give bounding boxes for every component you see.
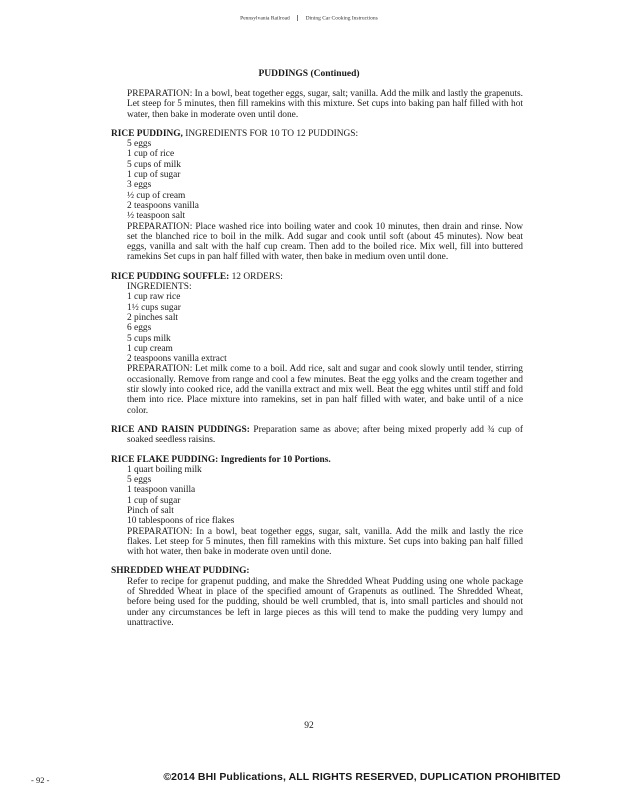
ingredient-item: Pinch of salt	[127, 505, 174, 516]
page-title: PUDDINGS (Continued)	[258, 69, 360, 79]
copyright-notice: ©2014 BHI Publications, ALL RIGHTS RESERVED, DUPLICATION PROHIBITED	[163, 771, 561, 783]
rice-raisin-text: Preparation same as above; after being mixed properly add ¾ cup of soaked seedless raisins.	[127, 424, 523, 446]
ingredient-item: 1 cup of sugar	[127, 495, 181, 506]
rice-pudding-ingredients	[111, 139, 523, 263]
ingredient-item: 2 pinches salt	[127, 312, 179, 323]
ingredient-item: ½ cup of cream	[127, 190, 186, 201]
rice-pudding-souffle-title: RICE PUDDING SOUFFLE:	[111, 271, 230, 282]
rice-pudding-subtitle: INGREDIENTS FOR 10 TO 12 PUDDINGS:	[182, 128, 359, 139]
shredded-wheat-title: SHREDDED WHEAT PUDDING:	[111, 566, 250, 577]
rice-raisin-title: RICE AND RAISIN PUDDINGS:	[111, 424, 250, 435]
rice-pudding-souffle-ingredients	[111, 282, 523, 416]
rice-flake-heading	[111, 455, 523, 465]
running-head-separator	[297, 15, 298, 21]
rice-pudding-souffle-heading	[111, 272, 523, 282]
ingredient-item: 5 eggs	[127, 139, 152, 150]
ingredient-item: 6 eggs	[127, 323, 152, 334]
intro-preparation: PREPARATION: In a bowl, beat together eggs, sugar, salt; vanilla. Add the milk and lastly the grapenuts. Let steep for 5 minutes, then fill ramekins with this mixture. Set cups into baking pan half filled with hot water, then bake in moderate oven until done.	[127, 89, 523, 120]
ingredient-item: 2 teaspoons vanilla	[127, 200, 199, 211]
ingredient-item: 1 teaspoon vanilla	[127, 485, 196, 496]
ingredients-label: INGREDIENTS:	[127, 282, 192, 293]
rice-pudding-title: RICE PUDDING,	[111, 128, 183, 139]
ingredient-item: 1 cup cream	[127, 343, 173, 354]
running-head	[0, 15, 618, 21]
ingredient-item: 1 cup of rice	[127, 149, 175, 160]
ingredient-item: 5 eggs	[127, 475, 152, 486]
page-content	[111, 89, 523, 628]
running-head-right: Dining Car Cooking Instructions	[305, 15, 378, 22]
ingredient-item: 1 cup of sugar	[127, 170, 181, 181]
ingredient-item: 1 cup raw rice	[127, 292, 181, 303]
ingredient-item: 2 teaspoons vanilla extract	[127, 354, 227, 365]
rice-raisin-paragraph	[111, 425, 523, 446]
shredded-wheat-text: Refer to recipe for grapenut pudding, and make the Shredded Wheat Pudding using one whole package of Shredded Wheat in place of the specified amount of Grapenuts as outlined. The Shredded Wheat, before being used for the pudding, should be well crumbled, that is, into small particles and should not under any circumstances be left in large pieces as this will tend to make the pudding very lumpy and unattractive.	[127, 576, 523, 628]
rice-flake-preparation: PREPARATION: In a bowl, beat together eggs, sugar, salt, vanilla. Add the milk and lastly the rice flakes. Let steep for 5 minutes, then fill ramekins with this mixture. Set cups into baking pan half filled with hot water, then bake in moderate oven until done.	[127, 526, 523, 558]
ingredient-item: 5 cups milk	[127, 333, 171, 344]
ingredient-item: 1½ cups sugar	[127, 302, 181, 313]
shredded-wheat-heading	[111, 566, 523, 576]
page-number: 92	[304, 721, 314, 731]
ingredient-item: 1 quart boiling milk	[127, 464, 202, 475]
ingredient-item: 10 tablespoons of rice flakes	[127, 516, 235, 527]
rice-flake-title: RICE FLAKE PUDDING: Ingredients for 10 Portions.	[111, 454, 331, 465]
rice-pudding-heading	[111, 129, 523, 139]
ingredient-item: 3 eggs	[127, 180, 152, 191]
side-page-number: - 92 -	[31, 775, 50, 785]
rice-pudding-souffle-subtitle: 12 ORDERS:	[229, 271, 283, 282]
ingredient-item: ½ teaspoon salt	[127, 211, 186, 222]
rice-flake-ingredients	[111, 465, 523, 558]
running-head-left: Pennsylvania Railroad	[240, 15, 290, 22]
rice-pudding-souffle-preparation: PREPARATION: Let milk come to a boil. Add rice, salt and sugar and cook slowly until tender, stirring occasionally. Remove from range and cool a few minutes. Beat the egg yolks and the cream together and stir slowly into cooked rice, add the vanilla extract and mix well. Beat the egg whites until stiff and fold them into rice. Place mixture into ramekins, set in pan half filled with water, and bake until of a nice color.	[127, 364, 523, 416]
rice-pudding-preparation: PREPARATION: Place washed rice into boiling water and cook 10 minutes, then drain and rinse. Now set the blanched rice to boil in the milk. Add sugar and cook until soft (about 45 minutes). Now beat eggs, vanilla and salt with the half cup cream. Then add to the boiled rice. Mix well, fill into buttered ramekins Set cups in pan half filled with water, then bake in medium oven until done.	[127, 221, 523, 263]
ingredient-item: 5 cups of milk	[127, 159, 181, 170]
